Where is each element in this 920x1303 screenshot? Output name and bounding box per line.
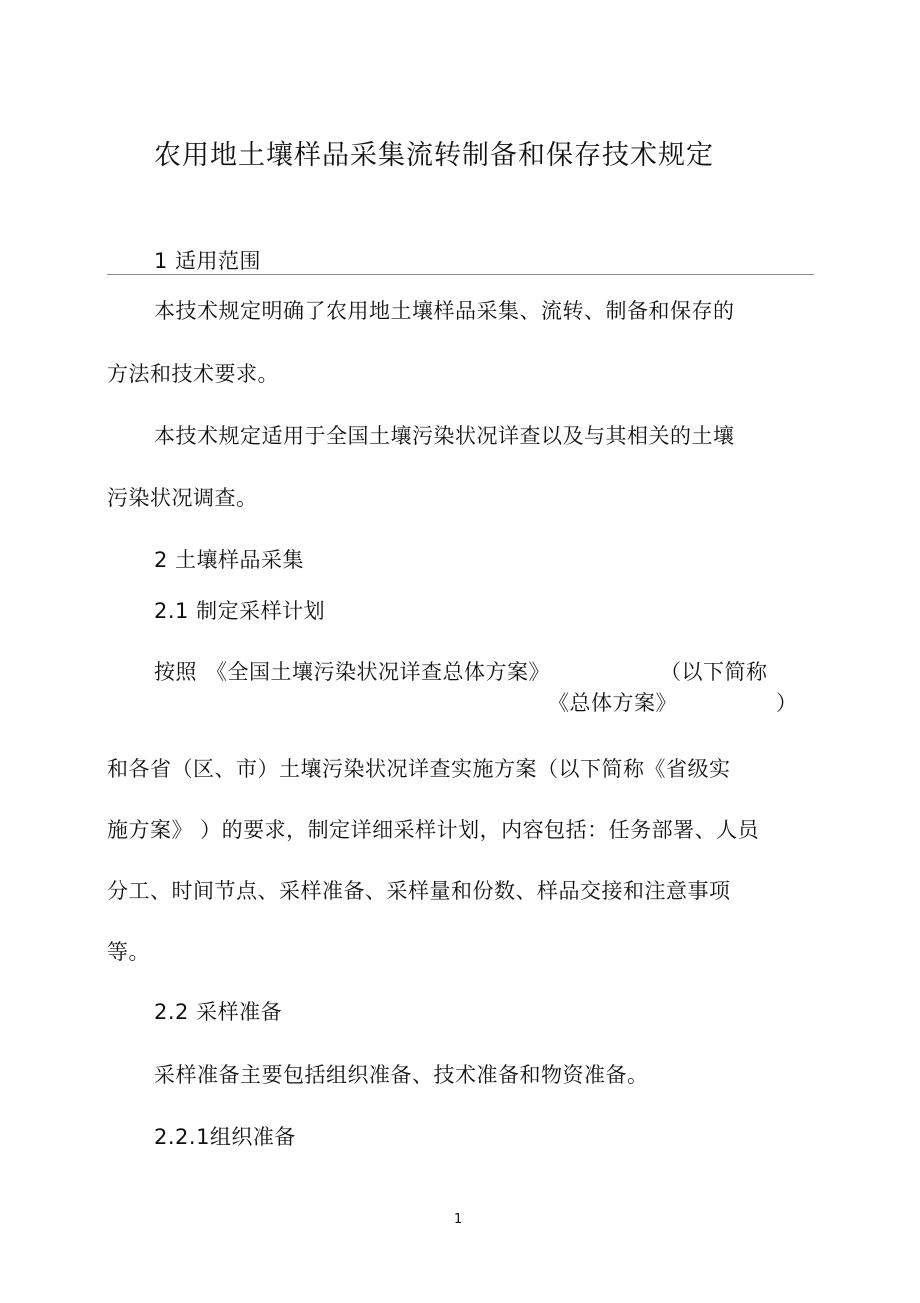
paragraph-fragment: 按照 bbox=[154, 660, 197, 684]
paragraph-fragment: 《总体方案》 bbox=[548, 691, 677, 715]
paragraph-line: 污染状况调查。 bbox=[107, 486, 258, 510]
paragraph-fragment: 《全国土壤污染状况详查总体方案》 bbox=[206, 660, 550, 684]
paragraph-fragment: （以下简称 bbox=[660, 660, 768, 684]
document-title: 农用地土壤样品采集流转制备和保存技术规定 bbox=[154, 140, 714, 171]
section-2-2-1-heading: 2.2.1组织准备 bbox=[154, 1125, 296, 1149]
section-2-2-heading: 2.2 采样准备 bbox=[154, 1000, 283, 1024]
paragraph-line: 施方案》 ）的要求，制定详细采样计划，内容包括：任务部署、人员 bbox=[107, 818, 760, 842]
paragraph-line: 和各省（区、市）土壤污染状况详查实施方案（以下简称《省级实 bbox=[107, 757, 731, 781]
section-2-heading: 2 土壤样品采集 bbox=[154, 548, 305, 572]
paragraph-line: 分工、时间节点、采样准备、采样量和份数、样品交接和注意事项 bbox=[107, 879, 731, 903]
page-number: 1 bbox=[454, 1212, 463, 1227]
section-2-1-heading: 2.1 制定采样计划 bbox=[154, 599, 326, 623]
header-rule bbox=[107, 274, 814, 275]
paragraph-line: 本技术规定明确了农用地土壤样品采集、流转、制备和保存的 bbox=[154, 299, 735, 323]
paragraph-line: 等。 bbox=[107, 940, 150, 964]
section-1-heading: 1 适用范围 bbox=[154, 249, 262, 273]
paragraph-line: 本技术规定适用于全国土壤污染状况详查以及与其相关的土壤 bbox=[154, 424, 735, 448]
paragraph-line: 采样准备主要包括组织准备、技术准备和物资准备。 bbox=[154, 1063, 649, 1087]
paragraph-line: 方法和技术要求。 bbox=[107, 362, 279, 386]
paragraph-fragment: ） bbox=[776, 691, 798, 715]
